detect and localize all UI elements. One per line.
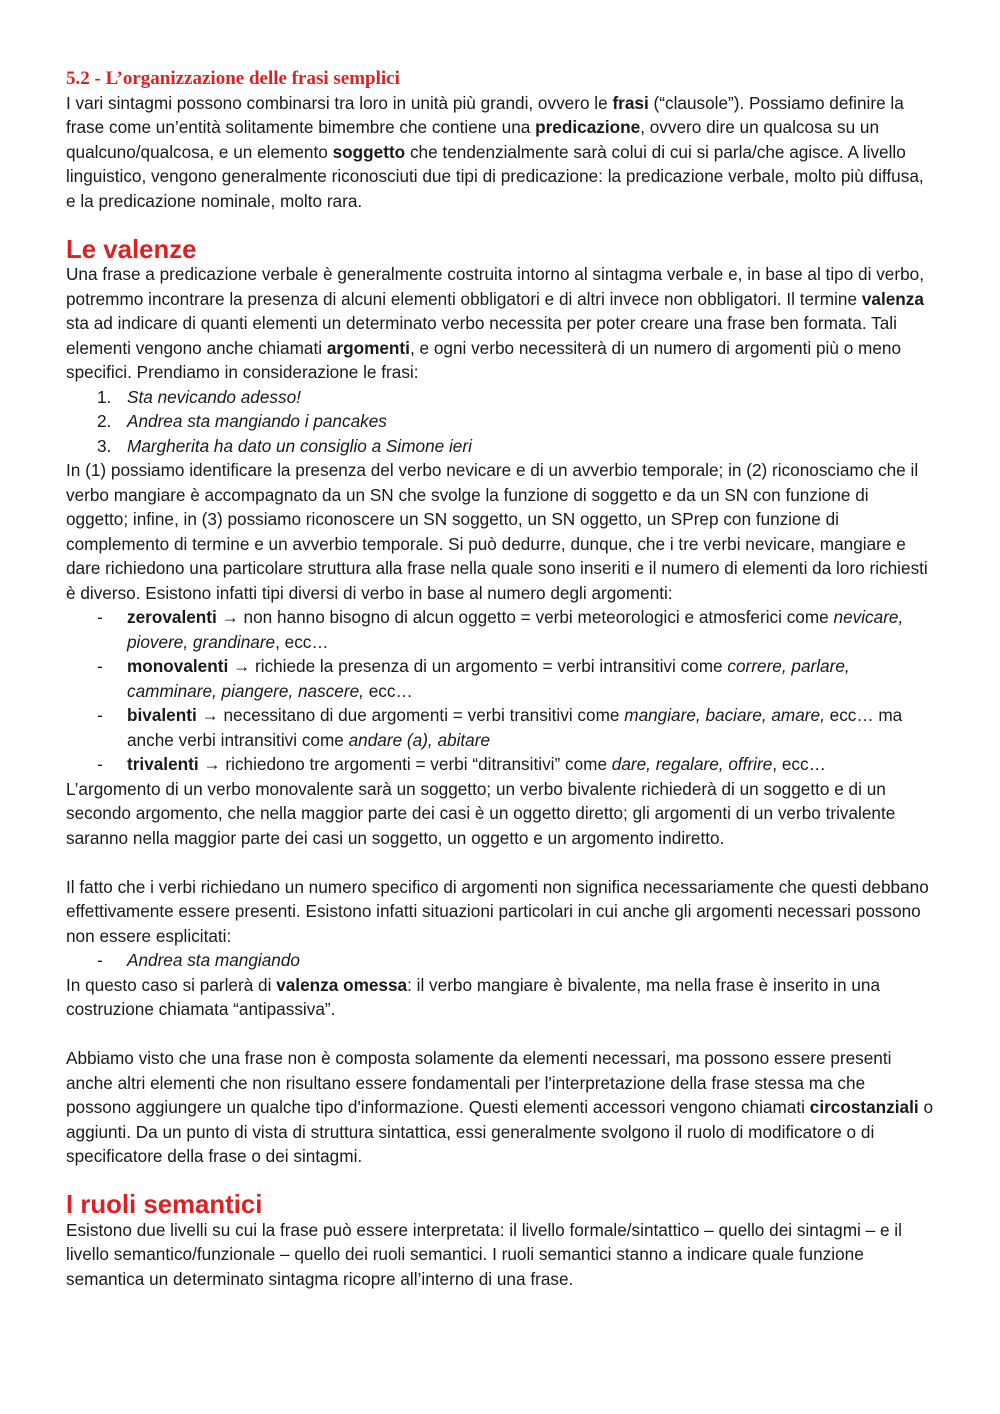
list-item: - trivalenti → richiedono tre argomenti = verbi “ditransitivi” come dare, regalare, offrire, ecc… xyxy=(97,754,826,774)
spacer xyxy=(66,213,934,238)
valenze-paragraph-3: L’argomento di un verbo monovalente sarà un soggetto; un verbo bivalente richiederà di un soggetto e di un secondo argomento, che nella maggior parte dei casi è un oggetto diretto; gli argomenti di un verbo trivalente saranno nella maggior parte dei casi un soggetto, un oggetto e un argomento indiretto. xyxy=(66,778,896,848)
heading-valenze: Le valenze xyxy=(66,235,197,264)
ruoli-paragraph-1: Esistono due livelli su cui la frase può essere interpretata: il livello formale/sintattico – quello dei sintagmi – e il livello semantico/funzionale – quello dei ruoli semantici. I ruoli semantici stanno a indicare quale funzione semantica un determinato sintagma ricopre all’interno di una frase. xyxy=(66,1219,902,1289)
spacer xyxy=(66,1169,934,1194)
valenze-paragraph-5: In questo caso si parlerà di valenza omessa: il verbo mangiare è bivalente, ma nella frase è inserito in una costruzione chiamata “antipassiva”. xyxy=(66,974,881,1019)
list-item: 1. Sta nevicando adesso! xyxy=(97,386,301,407)
valenze-paragraph-2: In (1) possiamo identificare la presenza del verbo nevicare e di un avverbio temporale; in (2) riconosciamo che il verbo mangiare è accompagnato da un SN che svolge la funzione di soggetto e da un SN con funzione di oggetto; infine, in (3) possiamo riconoscere un SN soggetto, un SN oggetto, un SPrep con funzione di complemento di termine e un avverbio temporale. Si può dedurre, dunque, che i tre verbi nevicare, mangiare e dare richiedono una particolare struttura alla frase nella quale sono inseriti e il numero di elementi da loro richiesti è diverso. Esistono infatti tipi diversi di verbo in base al numero degli argomenti: xyxy=(66,460,928,603)
intro-paragraph: I vari sintagmi possono combinarsi tra loro in unità più grandi, ovvero le frasi (“clausole”). Possiamo definire la frase come un’entità solitamente bimembre che contiene una predicazione, ovvero dire un qualcosa su un qualcuno/qualcosa, e un elemento soggetto che tendenzialmente sarà colui di cui si parla/che agisce. A livello linguistico, vengono generalmente riconosciuti due tipi di predicazione: la predicazione verbale, molto più diffusa, e la predicazione nominale, molto rara. xyxy=(66,92,924,211)
list-item: - monovalenti → richiede la presenza di un argomento = verbi intransitivi come correre, parlare, camminare, piangere, nascere, ecc… xyxy=(97,656,850,701)
verb-types-list xyxy=(66,605,934,777)
list-item: 3. Margherita ha dato un consiglio a Simone ieri xyxy=(97,435,472,456)
valenze-paragraph-6: Abbiamo visto che una frase non è composta solamente da elementi necessari, ma possono essere presenti anche altri elementi che non risultano essere fondamentali per l'interpretazione della frase stessa ma che possono aggiungere un qualche tipo d'informazione. Questi elementi accessori vengono chiamati circostanziali o aggiunti. Da un punto di vista di struttura sintattica, essi generalmente svolgono il ruolo di modificatore o di specificatore della frase o dei sintagmi. xyxy=(66,1048,934,1166)
spacer xyxy=(66,850,934,875)
section-title: 5.2 - L’organizzazione delle frasi semplici xyxy=(66,68,400,89)
example-sentences-list xyxy=(66,385,934,459)
valenze-paragraph-1: Una frase a predicazione verbale è generalmente costruita intorno al sintagma verbale e, in base al tipo di verbo, potremmo incontrare la presenza di alcuni elementi obbligatori e di altri invece non obbligatori. Il termine valenza sta ad indicare di quanti elementi un determinato verbo necessita per poter creare una frase ben formata. Tali elementi vengono anche chiamati argomenti, e ogni verbo necessiterà di un numero di argomenti più o meno specifici. Prendiamo in considerazione le frasi: xyxy=(66,264,924,382)
list-item: 2. Andrea sta mangiando i pancakes xyxy=(97,411,387,431)
valenze-paragraph-4: Il fatto che i verbi richiedano un numero specifico di argomenti non significa necessariamente che questi debbano effettivamente essere presenti. Esistono infatti situazioni particolari in cui anche gli argomenti necessari possono non essere esplicitati: xyxy=(66,876,929,946)
list-item: - Andrea sta mangiando xyxy=(97,950,300,970)
heading-ruoli-semantici: I ruoli semantici xyxy=(66,1191,263,1219)
list-item: - bivalenti → necessitano di due argomenti = verbi transitivi come mangiare, baciare, amare, ecc… ma anche verbi intransitivi come andare (a), abitare xyxy=(97,705,903,750)
omitted-example-list xyxy=(66,948,934,973)
list-item: - zerovalenti → non hanno bisogno di alcun oggetto = verbi meteorologici e atmosferici come nevicare, piovere, grandinare, ecc… xyxy=(97,607,904,652)
spacer xyxy=(66,1022,934,1047)
